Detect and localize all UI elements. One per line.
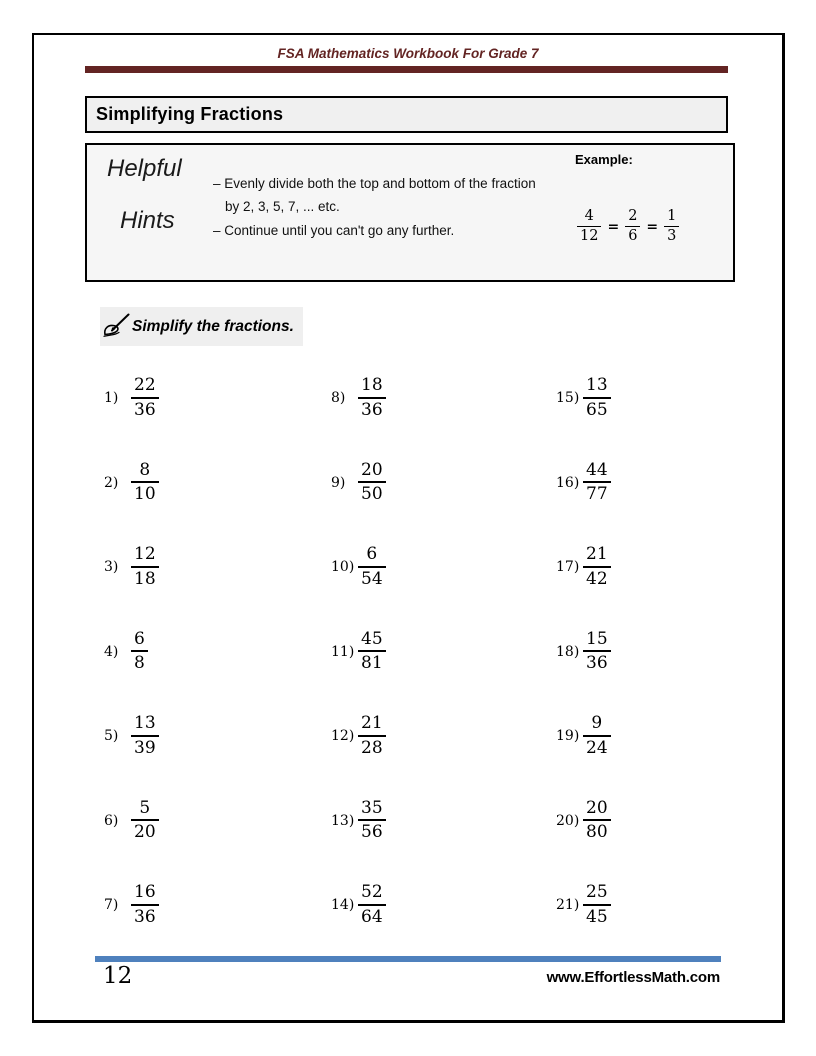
fraction-denominator: 36 — [358, 397, 386, 420]
fraction-problem — [331, 544, 386, 590]
problem-fraction — [131, 376, 159, 420]
hints-label-hints: Hints — [120, 207, 175, 234]
problem-fraction — [583, 545, 611, 589]
fraction-numerator: 25 — [586, 882, 608, 903]
fraction-numerator: 21 — [586, 544, 608, 565]
fraction-numerator: 44 — [586, 459, 608, 480]
page-header: FSA Mathematics Workbook For Grade 7 — [277, 46, 539, 61]
problem-fraction — [131, 883, 159, 927]
fraction-numerator: 15 — [586, 628, 608, 649]
fraction-numerator: 18 — [361, 375, 383, 396]
problem-fraction — [131, 545, 159, 589]
pen-icon — [102, 313, 131, 343]
problem-number: 19) — [556, 728, 580, 744]
hints-label-helpful: Helpful — [107, 155, 182, 182]
equals-sign: = — [646, 218, 659, 235]
fraction-denominator: 36 — [583, 650, 611, 673]
fraction-denominator: 28 — [358, 735, 386, 758]
fraction-numerator: 12 — [134, 544, 156, 565]
problem-number: 15) — [556, 390, 580, 406]
problem-number: 16) — [556, 474, 580, 491]
fraction-numerator: 45 — [361, 628, 383, 649]
problem-fraction — [131, 799, 159, 843]
problem-fraction — [358, 630, 386, 674]
problem-fraction — [358, 883, 386, 927]
fraction-problem — [556, 544, 611, 590]
problem-number: 17) — [556, 559, 580, 575]
problem-fraction — [583, 799, 611, 843]
problem-number: 1) — [104, 390, 119, 406]
fraction-numerator: 9 — [591, 713, 603, 734]
problem-fraction — [358, 461, 386, 505]
fraction-problem — [556, 713, 611, 759]
fraction-denominator: 8 — [131, 650, 148, 673]
problem-number: 3) — [104, 559, 119, 575]
problem-number: 20) — [556, 812, 580, 829]
problems-column-1 — [104, 375, 159, 967]
problem-fraction — [131, 630, 148, 674]
example-fraction: $\frac{2}{6}$ — [625, 208, 640, 245]
fraction-problem — [104, 544, 159, 590]
helpful-hints-box — [85, 143, 735, 282]
fraction-problem — [331, 713, 386, 759]
fraction-denominator: 24 — [583, 735, 611, 758]
fraction-numerator: 16 — [134, 882, 156, 903]
fraction-problem — [331, 375, 386, 421]
problem-number: 10) — [331, 559, 355, 575]
website-link: www.EffortlessMath.com — [546, 969, 720, 986]
problem-fraction — [131, 461, 159, 505]
fraction-problem — [331, 629, 386, 675]
problem-fraction — [358, 545, 386, 589]
fraction-denominator: 42 — [583, 566, 611, 589]
fraction-numerator: 6 — [134, 628, 145, 649]
example-label: Example: — [575, 152, 633, 167]
fraction-numerator: 8 — [139, 459, 151, 480]
fraction-denominator: 64 — [358, 904, 386, 927]
fraction-problem — [104, 375, 159, 421]
problem-number: 6) — [104, 812, 119, 829]
problem-number: 2) — [104, 474, 119, 491]
fraction-problem — [556, 629, 611, 675]
fraction-problem — [104, 629, 159, 675]
fraction-problem — [104, 713, 159, 759]
hints-list — [213, 172, 543, 243]
problem-number: 8) — [331, 390, 346, 406]
fraction-problem — [556, 375, 611, 421]
fraction-numerator: 6 — [366, 544, 378, 565]
problem-fraction — [131, 714, 159, 758]
problem-number: 5) — [104, 728, 119, 744]
fraction-problem — [331, 460, 386, 506]
problem-number: 7) — [104, 897, 119, 913]
problem-fraction — [583, 714, 611, 758]
header-divider-bar — [85, 66, 728, 73]
footer-divider-bar — [95, 956, 721, 962]
hint-item: – Continue until you can't go any further. — [213, 223, 455, 238]
fraction-problem — [556, 460, 611, 506]
fraction-numerator: 52 — [361, 882, 383, 903]
page-number: 12 — [103, 963, 133, 989]
fraction-denominator: 50 — [358, 481, 386, 504]
fraction-denominator: 10 — [131, 481, 159, 504]
fraction-denominator: 36 — [131, 904, 159, 927]
example-fraction: $\frac{1}{3}$ — [664, 208, 679, 245]
problem-fraction — [358, 714, 386, 758]
problem-number: 11) — [331, 643, 355, 660]
fraction-denominator: 56 — [358, 819, 386, 842]
problem-number: 21) — [556, 897, 580, 913]
problem-number: 18) — [556, 643, 580, 660]
fraction-numerator: 13 — [134, 713, 156, 734]
fraction-problem — [331, 798, 386, 844]
problem-fraction — [358, 799, 386, 843]
fraction-problem — [556, 882, 611, 928]
fraction-problem — [104, 798, 159, 844]
problem-fraction — [583, 376, 611, 420]
equals-sign: = — [607, 218, 620, 235]
instruction-banner — [100, 307, 303, 346]
fraction-numerator: 20 — [586, 797, 608, 818]
fraction-problem — [104, 882, 159, 928]
problem-number: 13) — [331, 812, 355, 829]
problem-number: 9) — [331, 474, 346, 491]
section-title: Simplifying Fractions — [96, 104, 284, 124]
problems-column-2 — [331, 375, 386, 967]
example-fraction: $\frac{4}{12}$ — [577, 208, 601, 245]
fraction-numerator: 22 — [134, 375, 156, 396]
fraction-denominator: 36 — [131, 397, 159, 420]
fraction-numerator: 5 — [139, 797, 151, 818]
fraction-numerator: 21 — [361, 713, 383, 734]
section-title-box — [85, 96, 728, 133]
fraction-problem — [331, 882, 386, 928]
fraction-denominator: 80 — [583, 819, 611, 842]
problems-column-3 — [556, 375, 611, 967]
problem-fraction — [583, 630, 611, 674]
instruction-text: Simplify the fractions. — [132, 317, 294, 335]
problem-fraction — [358, 376, 386, 420]
fraction-problem — [556, 798, 611, 844]
fraction-numerator: 35 — [361, 797, 383, 818]
fraction-denominator: 81 — [358, 650, 386, 673]
fraction-denominator: 20 — [131, 819, 159, 842]
fraction-numerator: 13 — [586, 375, 608, 396]
fraction-denominator: 18 — [131, 566, 159, 589]
problem-fraction — [583, 461, 611, 505]
fraction-denominator: 54 — [358, 566, 386, 589]
example-equation — [577, 208, 679, 245]
fraction-problem — [104, 460, 159, 506]
hint-item: – Evenly divide both the top and bottom of the fraction by 2, 3, 5, 7, ... etc. — [213, 176, 536, 214]
fraction-denominator: 65 — [583, 397, 611, 420]
problem-number: 14) — [331, 897, 355, 913]
fraction-denominator: 77 — [583, 481, 611, 504]
fraction-denominator: 39 — [131, 735, 159, 758]
fraction-numerator: 20 — [361, 459, 383, 480]
fraction-denominator: 45 — [583, 904, 611, 927]
problem-number: 12) — [331, 728, 355, 744]
problem-number: 4) — [104, 643, 119, 660]
problem-fraction — [583, 883, 611, 927]
